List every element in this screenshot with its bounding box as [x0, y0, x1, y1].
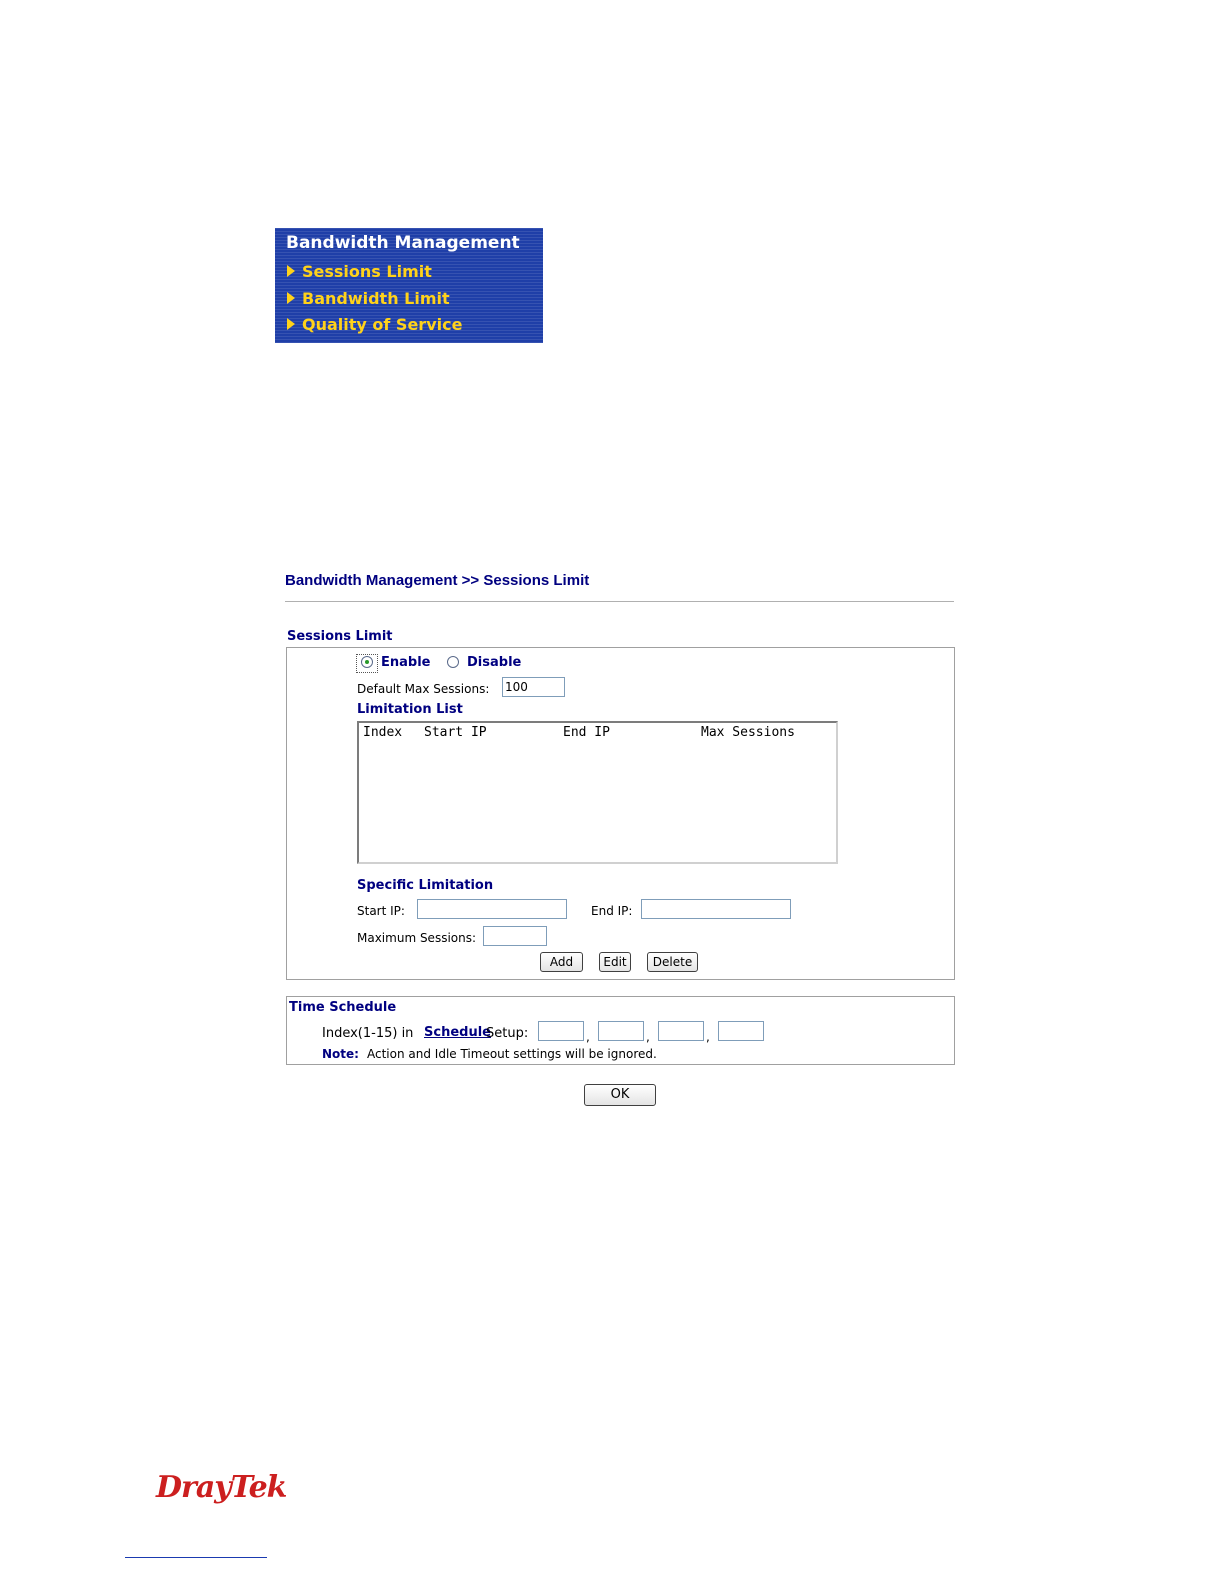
start-ip-label: Start IP: — [357, 904, 405, 918]
title-divider — [285, 601, 954, 602]
edit-button[interactable]: Edit — [599, 952, 631, 972]
limitation-list-heading: Limitation List — [357, 702, 463, 717]
arrow-right-icon — [287, 265, 295, 277]
radio-selected-dot — [365, 660, 369, 664]
bandwidth-management-menu — [275, 228, 543, 343]
menu-item-label: Bandwidth Limit — [302, 289, 450, 308]
menu-item-bandwidth-limit[interactable] — [287, 289, 450, 308]
delete-button[interactable]: Delete — [647, 952, 698, 972]
schedule-link[interactable]: Schedule — [424, 1025, 491, 1040]
enable-label[interactable]: Enable — [381, 655, 431, 670]
limitation-list-box[interactable] — [357, 721, 838, 864]
note-label: Note: — [322, 1047, 359, 1061]
schedule-separator: , — [646, 1030, 650, 1044]
menu-title: Bandwidth Management — [286, 233, 520, 253]
note-text: Action and Idle Timeout settings will be ignored. — [367, 1047, 657, 1061]
footer-rule — [125, 1557, 267, 1558]
schedule-index-input-3[interactable] — [658, 1021, 704, 1041]
menu-item-label: Quality of Service — [302, 315, 463, 334]
specific-limitation-heading: Specific Limitation — [357, 878, 494, 893]
arrow-right-icon — [287, 292, 295, 304]
schedule-separator: , — [706, 1030, 710, 1044]
column-start-ip: Start IP — [424, 725, 487, 740]
schedule-index-input-1[interactable] — [538, 1021, 584, 1041]
add-button[interactable]: Add — [540, 952, 583, 972]
time-schedule-heading: Time Schedule — [289, 1000, 397, 1015]
disable-radio[interactable] — [447, 656, 459, 668]
end-ip-label: End IP: — [591, 904, 633, 918]
page-title: Bandwidth Management >> Sessions Limit — [285, 572, 590, 589]
schedule-index-input-4[interactable] — [718, 1021, 764, 1041]
draytek-logo: DrayTek — [156, 1470, 287, 1505]
end-ip-input[interactable] — [641, 899, 791, 919]
menu-item-label: Sessions Limit — [302, 262, 432, 281]
default-max-sessions-label: Default Max Sessions: — [357, 682, 490, 696]
arrow-right-icon — [287, 318, 295, 330]
ok-button[interactable]: OK — [584, 1084, 656, 1106]
schedule-index-prefix: Index(1-15) in — [322, 1026, 414, 1041]
column-max-sessions: Max Sessions — [701, 725, 795, 740]
disable-label[interactable]: Disable — [467, 655, 522, 670]
column-end-ip: End IP — [563, 725, 610, 740]
schedule-separator: , — [586, 1030, 590, 1044]
enable-radio[interactable] — [361, 656, 373, 668]
sessions-limit-heading: Sessions Limit — [287, 629, 393, 644]
schedule-index-input-2[interactable] — [598, 1021, 644, 1041]
default-max-sessions-input[interactable]: 100 — [502, 677, 565, 697]
maximum-sessions-input[interactable] — [483, 926, 547, 946]
maximum-sessions-label: Maximum Sessions: — [357, 931, 477, 945]
column-index: Index — [363, 725, 403, 740]
menu-item-sessions-limit[interactable] — [287, 262, 432, 281]
schedule-setup-suffix: Setup: — [486, 1026, 529, 1041]
menu-item-quality-of-service[interactable] — [287, 315, 462, 334]
start-ip-input[interactable] — [417, 899, 567, 919]
